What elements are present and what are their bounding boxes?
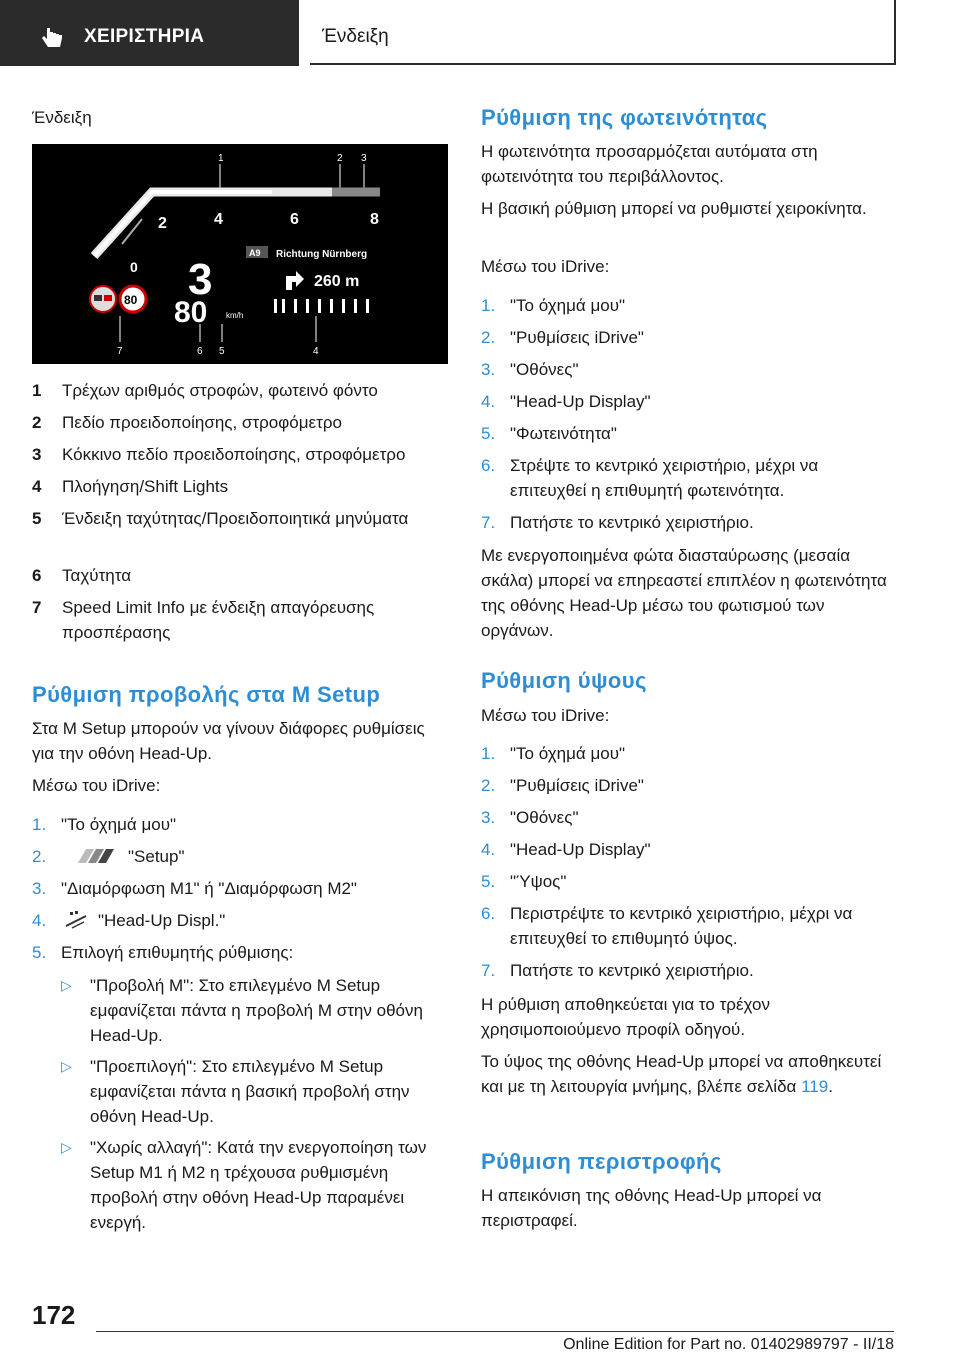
lane-guidance-icon xyxy=(274,299,369,313)
height-p2: Το ύψος της οθόνης Head-Up μπορεί να αποθηκευτεί και με τη λειτουργία μνήμης, βλέπε σελίδα 119. xyxy=(481,1052,882,1096)
callout-4: 4 xyxy=(313,346,319,357)
callout-2: 2 xyxy=(337,153,343,164)
callout-5: 5 xyxy=(219,346,225,357)
rpm-tick-6: 6 xyxy=(290,211,299,228)
callout-3: 3 xyxy=(361,153,367,164)
figure-subtitle: Ένδειξη xyxy=(32,108,92,127)
footer-divider xyxy=(96,1331,894,1332)
turn-right-arrow-icon xyxy=(286,271,304,290)
nav-distance: 260 m xyxy=(314,273,360,290)
callout-1: 1 xyxy=(218,153,224,164)
callout-7: 7 xyxy=(117,346,123,357)
rpm-tick-0: 0 xyxy=(130,259,138,275)
head-up-display-figure xyxy=(32,144,448,364)
rpm-tick-2: 2 xyxy=(158,215,167,232)
section-title: ΧΕΙΡΙΣΤΗΡΙΑ xyxy=(84,26,205,47)
head-up-display-icon xyxy=(64,910,90,930)
chapter-title: Ένδειξη xyxy=(322,26,389,47)
no-overtaking-icon xyxy=(90,286,116,312)
height-via: Μέσω του iDrive: xyxy=(481,706,610,725)
section-heading-height: Ρύθμιση ύψους xyxy=(481,668,647,693)
section-heading-rotation: Ρύθμιση περιστροφής xyxy=(481,1149,722,1174)
footer-edition: Online Edition for Part no. 01402989797 - II/18 xyxy=(563,1336,894,1353)
speed-unit: km/h xyxy=(226,311,244,320)
brightness-p1: Η φωτεινότητα προσαρμόζεται αυτόματα στη φωτεινότητα του περιβάλλοντος. xyxy=(481,142,818,186)
callout-6: 6 xyxy=(197,346,203,357)
rpm-tick-8: 8 xyxy=(370,211,379,228)
brightness-via: Μέσω του iDrive: xyxy=(481,257,610,276)
gear-indicator: 3 xyxy=(188,255,213,304)
m-stripes-icon xyxy=(72,849,118,863)
hand-pointer-icon xyxy=(40,26,66,50)
speed-limit-value: 80 xyxy=(124,293,138,307)
speed-readout: 80 xyxy=(174,296,208,329)
brightness-p2: Η βασική ρύθμιση μπορεί να ρυθμιστεί χειροκίνητα. xyxy=(481,199,867,218)
route-badge: A9 xyxy=(249,248,261,258)
section-heading-brightness: Ρύθμιση της φωτεινότητας xyxy=(481,105,768,130)
route-name: Richtung Nürnberg xyxy=(276,249,368,260)
header-section-tab xyxy=(0,0,299,66)
page-number: 172 xyxy=(32,1300,76,1330)
section-heading-m-setup: Ρύθμιση προβολής στα M Setup xyxy=(32,682,381,707)
hud-illustration xyxy=(32,144,448,364)
rpm-tick-4: 4 xyxy=(214,211,223,228)
height-p1: Η ρύθμιση αποθηκεύεται για το τρέχον χρησιμοποιούμενο προφίλ οδηγού. xyxy=(481,995,770,1039)
rotation-p1: Η απεικόνιση της οθόνης Head-Up μπορεί να περιστραφεί. xyxy=(481,1186,822,1230)
page-reference-link[interactable]: 119 xyxy=(801,1077,829,1096)
m-setup-via: Μέσω του iDrive: xyxy=(32,776,161,795)
brightness-p3: Με ενεργοποιημένα φώτα διασταύρωσης (μεσαία σκάλα) μπορεί να επηρεαστεί επιπλέον η φωτεινότητα της οθόνης Head-Up μέσω του φωτισμού των οργάνων. xyxy=(481,546,887,640)
header-chapter-tab xyxy=(310,0,896,65)
m-setup-intro: Στα M Setup μπορούν να γίνουν διάφορες ρυθμίσεις για την οθόνη Head-Up. xyxy=(32,719,425,763)
